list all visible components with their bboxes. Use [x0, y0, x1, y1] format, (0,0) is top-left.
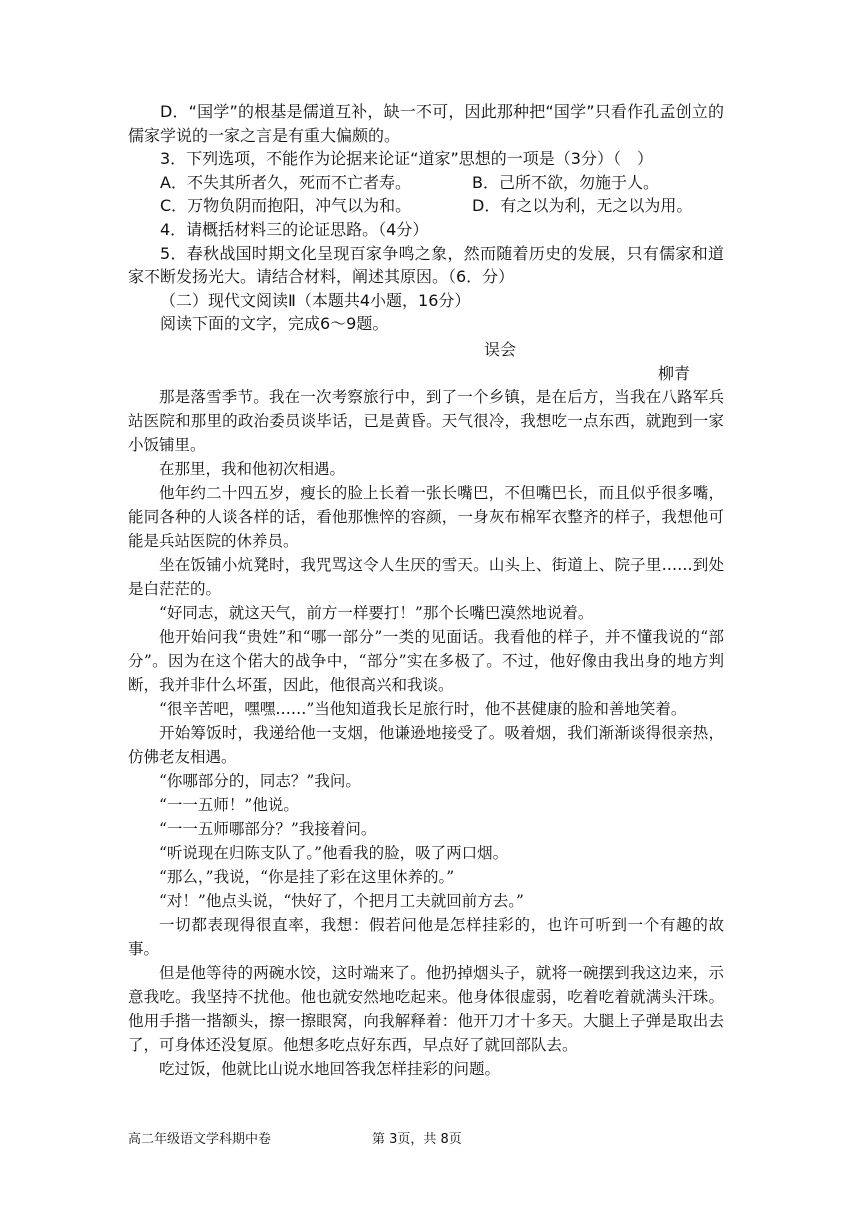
story-paragraph: “你哪部分的，同志？”我问。: [159, 772, 361, 791]
story-title: 误会: [483, 339, 516, 359]
question-3-options-row-1: [128, 171, 724, 195]
story-paragraph: 开始筹饭时，我递给他一支烟，他谦逊地接受了。吸着烟，我们渐渐谈得很亲热，仿佛老友相遇。: [128, 724, 724, 767]
story-paragraph: “一一五师哪部分？”我接着问。: [159, 820, 377, 839]
story-paragraph: 他年约二十四五岁，瘦长的脸上长着一张长嘴巴，不但嘴巴长，而且似乎很多嘴，能同各种的人谈各样的话，看他那憔悴的容颜，一身灰布棉军衣整齐的样子，我想他可能是兵站医院的休养员。: [128, 484, 724, 551]
footer-exam-name: 高二年级语文学科期中卷: [128, 1132, 272, 1147]
story-paragraph: “很辛苦吧，嘿嘿……”当他知道我长足旅行时，他不甚健康的脸和善地笑着。: [159, 700, 687, 719]
story-paragraph: 在那里，我和他初次相遇。: [159, 460, 346, 479]
story-paragraph: 一切都表现得很直率，我想：假若问他是怎样挂彩的，也许可听到一个有趣的故事。: [128, 916, 724, 959]
story-paragraph: 那是落雪季节。我在一次考察旅行中，到了一个乡镇，是在后方，当我在八路军兵站医院和那里的政治委员谈毕话，已是黄昏。天气很冷，我想吃一点东西，就跑到一家小饭铺里。: [128, 388, 724, 455]
story-paragraph: 坐在饭铺小炕凳时，我咒骂这令人生厌的雪天。山头上、街道上、院子里……到处是白茫茫的。: [128, 556, 724, 599]
question-4: 4．请概括材料三的论证思路。（4分）: [160, 219, 429, 239]
option-d: D．有之以为利，无之以为用。: [472, 196, 693, 216]
option-a: A．不失其所者久，死而不亡者寿。: [160, 172, 411, 192]
question-3-options-row-2: [128, 194, 724, 218]
page-body: [128, 100, 724, 1081]
footer-page-number: 第 3页，共 8页: [372, 1132, 462, 1147]
story-author: 柳青: [657, 363, 690, 383]
option-b: B．己所不欲，勿施于人。: [472, 172, 659, 192]
section-heading: （二）现代文阅读Ⅱ（本题共4小题，16分）: [160, 290, 471, 310]
story-paragraph: “听说现在归陈支队了。”他看我的脸，吸了两口烟。: [159, 844, 509, 863]
question-5: 5．春秋战国时期文化呈现百家争鸣之象，然而随着历史的发展，只有儒家和道家不断发扬光大。请结合材料，阐述其原因。（6．分）: [128, 243, 724, 287]
story-paragraph: “那么，”我说，“你是挂了彩在这里休养的。”: [159, 868, 455, 887]
section-instruction: 阅读下面的文字，完成6～9题。: [160, 314, 389, 334]
story-paragraph: 但是他等待的两碗水饺，这时端来了。他扔掉烟头子，就将一碗摆到我这边来，示意我吃。我坚持不扰他。他也就安然地吃起来。他身体很虚弱，吃着吃着就满头汗珠。他用手揩一揩额头，擦一擦眼窝，向我解释着：他开刀才十多天。大腿上子弹是取出去了，可身体还没复原。他想多吃点好东西，早点好了就回部队去。: [128, 964, 724, 1055]
story-paragraph: “对！”他点头说，“快好了，个把月工夫就回前方去。”: [159, 892, 524, 911]
story-text: [128, 385, 724, 1081]
question-3-stem: 3．下列选项，不能作为论据来论证“道家”思想的一项是（3分）（ ）: [160, 149, 653, 169]
story-paragraph: 吃过饭，他就比山说水地回答我怎样挂彩的问题。: [159, 1060, 501, 1079]
story-paragraph: 他开始问我“贵姓”和“哪一部分”一类的见面话。我看他的样子，并不懂我说的“部分”。因为在这个偌大的战争中，“部分”实在多极了。不过，他好像由我出身的地方判断，我并非什么坏蛋，因此，他很高兴和我谈。: [128, 628, 724, 695]
question-2-option-d: D．“国学”的根基是儒道互补，缺一不可，因此那种把“国学”只看作孔孟创立的儒家学说的一家之言是有重大偏颇的。: [128, 102, 724, 145]
story-paragraph: “一一五师！”他说。: [159, 796, 299, 815]
option-c: C．万物负阴而抱阳，冲气以为和。: [160, 196, 412, 216]
story-paragraph: “好同志，就这天气，前方一样要打！”那个长嘴巴漠然地说着。: [159, 604, 594, 623]
